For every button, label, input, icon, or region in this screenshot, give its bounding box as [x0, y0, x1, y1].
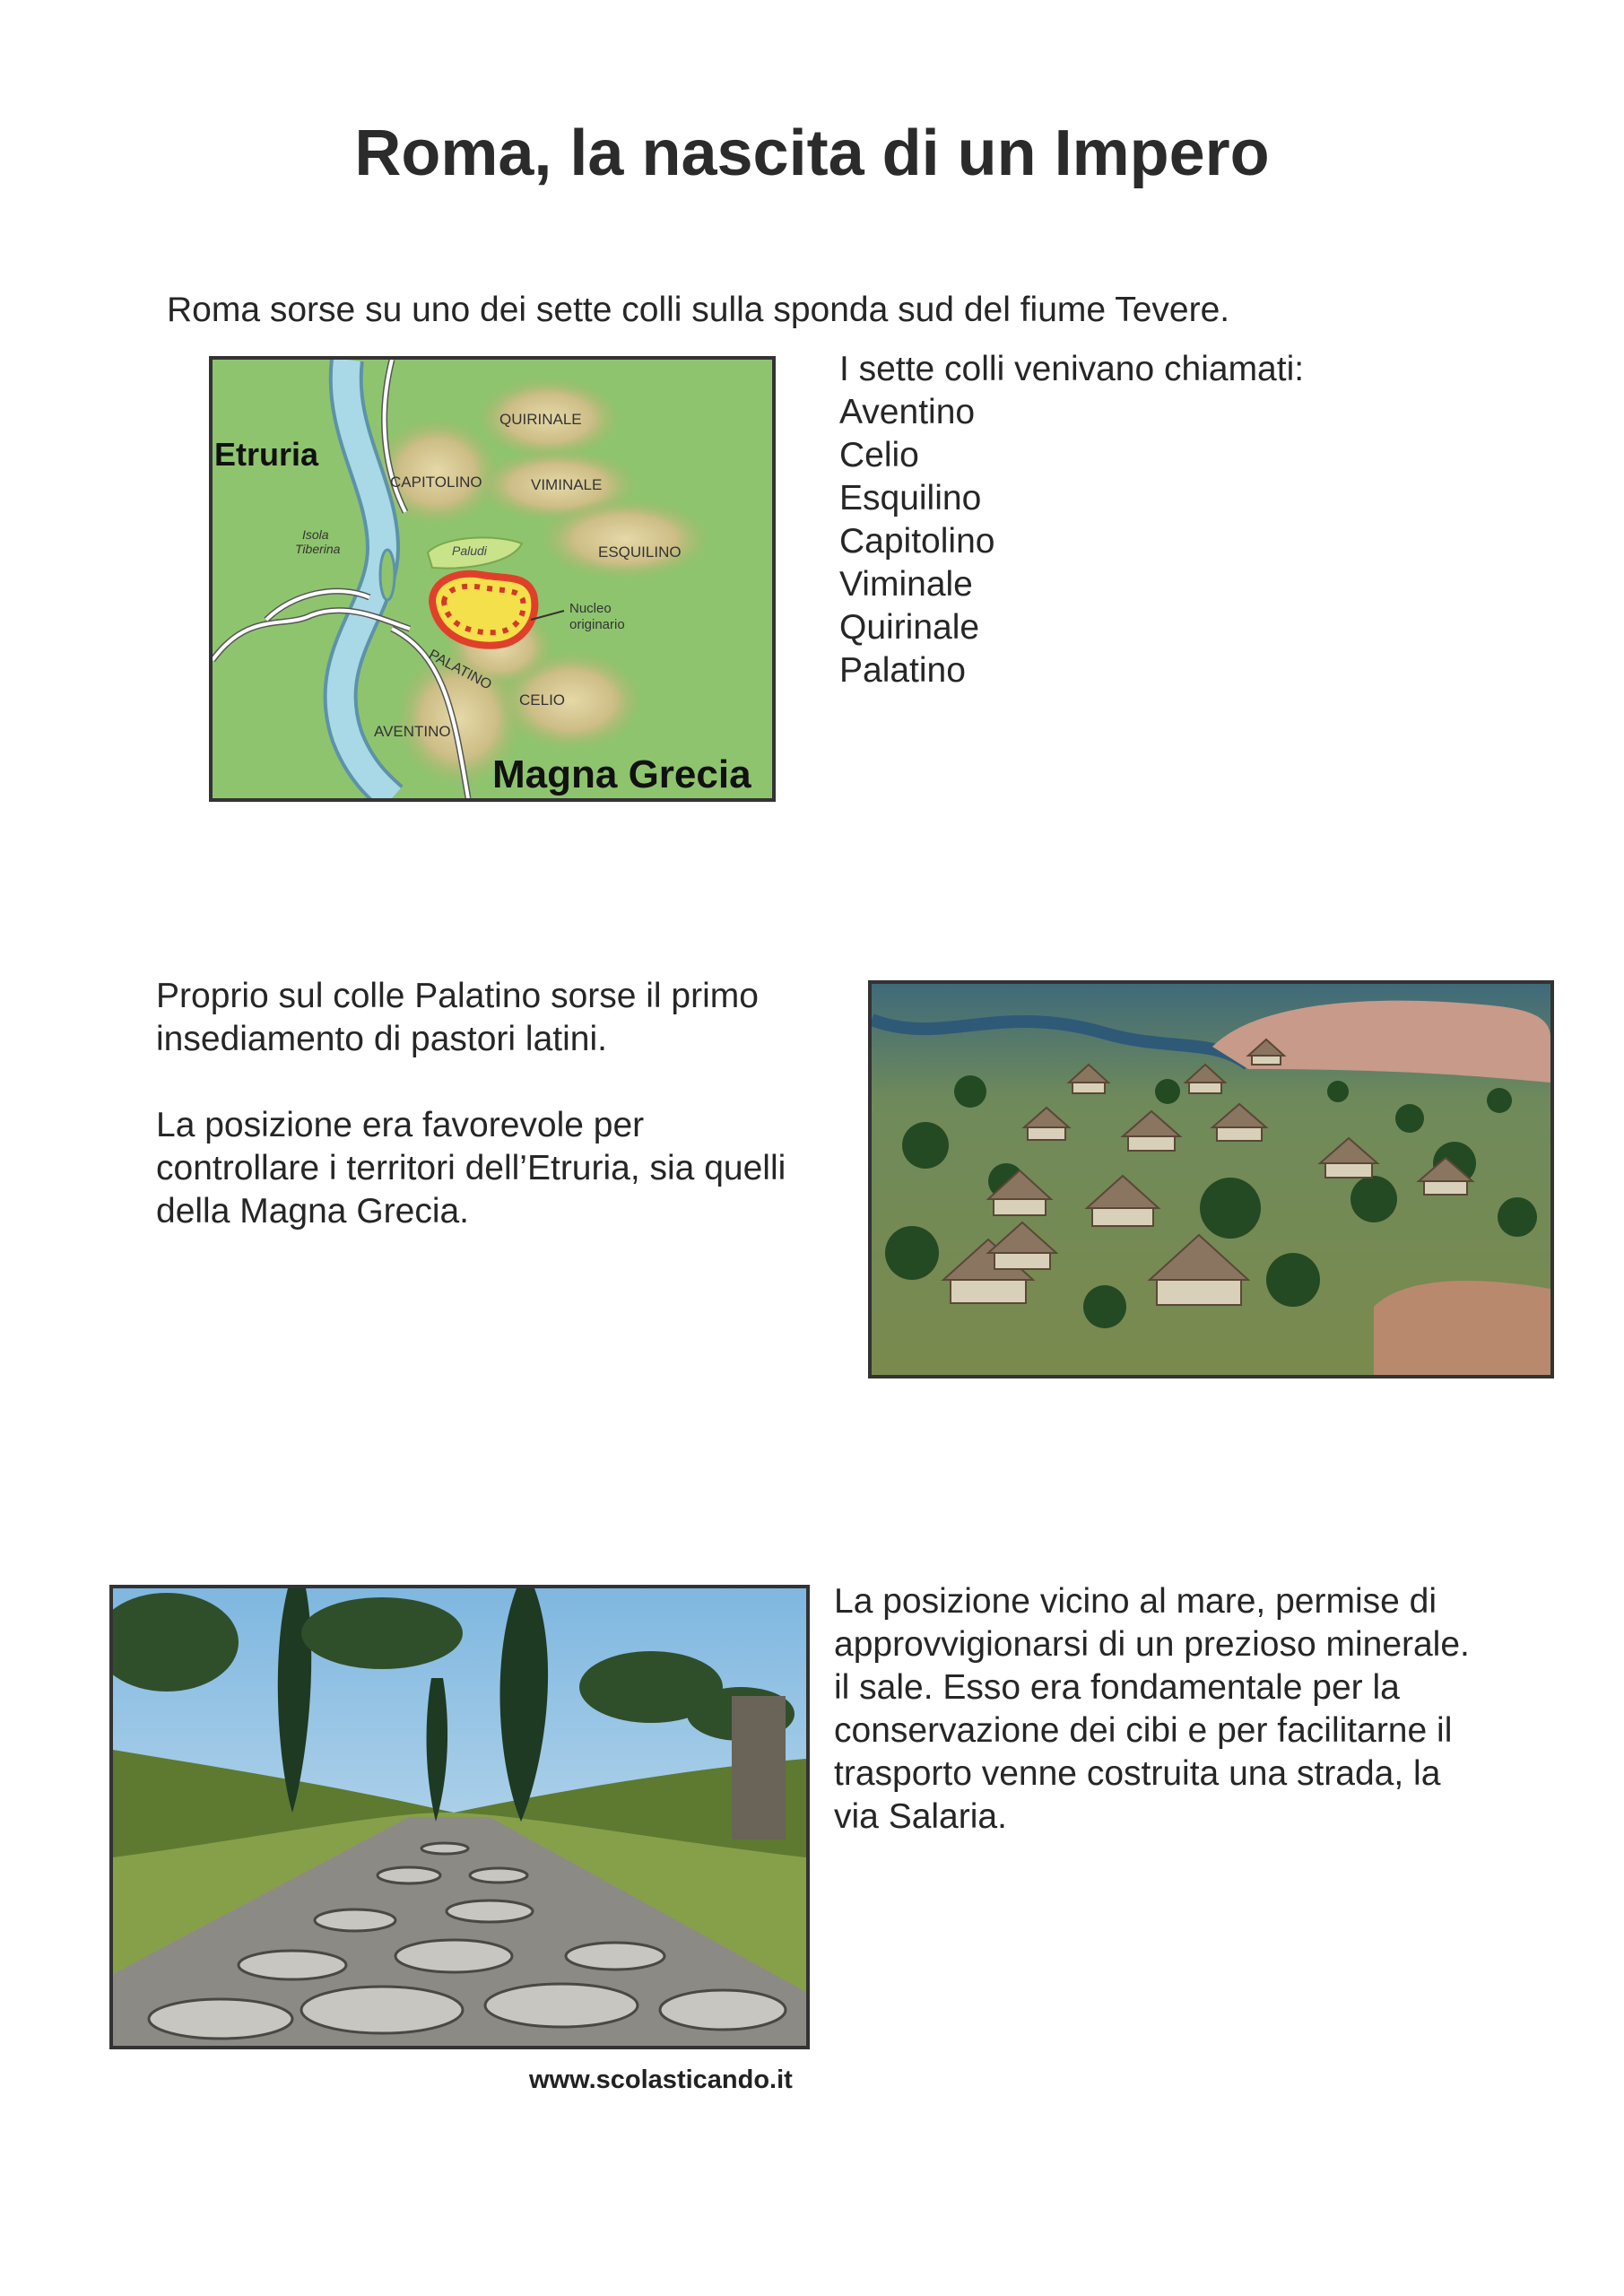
map-label-viminale: VIMINALE — [531, 476, 603, 493]
hill-item: Celio — [839, 436, 919, 474]
map-label-paludi: Paludi — [452, 544, 487, 558]
map-label-etruria: Etruria — [214, 436, 319, 473]
text-line: La posizione vicino al mare, permise di — [834, 1582, 1437, 1621]
text-line: Proprio sul colle Palatino sorse il primo — [156, 977, 759, 1015]
map-label-isola-2: Tiberina — [295, 542, 341, 556]
text-line: approvvigionarsi di un prezioso minerale. — [834, 1625, 1470, 1664]
map-label-capitolino: CAPITOLINO — [390, 474, 482, 491]
village-illustration — [868, 980, 1554, 1378]
hill-item: Aventino — [839, 393, 976, 431]
text-line: La posizione era favorevole per — [156, 1106, 645, 1144]
hill-item: Esquilino — [839, 479, 982, 517]
map-label-esquilino: ESQUILINO — [598, 544, 682, 561]
text-line: via Salaria. — [834, 1797, 1007, 1836]
hill-item: Palatino — [839, 651, 966, 690]
hills-list — [839, 348, 1304, 692]
hill-item: Capitolino — [839, 522, 995, 561]
appian-road-photo — [109, 1585, 810, 2049]
map-label-celio: CELIO — [519, 691, 566, 709]
text-line: insediamento di pastori latini. — [156, 1020, 607, 1058]
intro-text: Roma sorse su uno dei sette colli sulla sponda sud del fiume Tevere. — [167, 291, 1230, 329]
text-line: conservazione dei cibi e per facilitarne il — [834, 1711, 1453, 1750]
map-label-nucleo-1: Nucleo — [569, 601, 612, 616]
text-line: trasporto venne costruita una strada, la — [834, 1754, 1441, 1793]
map-label-aventino: AVENTINO — [374, 723, 451, 740]
seven-hills-map — [209, 356, 776, 802]
page-title: Roma, la nascita di un Impero — [354, 117, 1270, 189]
map-label-palatino: PALATINO — [426, 647, 494, 693]
palatino-text — [156, 975, 786, 1233]
map-label-quirinale: QUIRINALE — [499, 411, 582, 428]
hills-heading: I sette colli venivano chiamati: — [839, 350, 1305, 388]
text-line: della Magna Grecia. — [156, 1192, 470, 1231]
salt-text — [834, 1580, 1470, 1839]
footer-website: www.scolasticando.it — [529, 2066, 793, 2094]
text-line: controllare i territori dell’Etruria, sia quelli — [156, 1149, 786, 1187]
map-label-magna-grecia: Magna Grecia — [492, 752, 751, 796]
map-label-nucleo-2: originario — [569, 617, 625, 632]
hill-item: Viminale — [839, 565, 973, 604]
map-label-isola-1: Isola — [302, 527, 329, 542]
text-line: il sale. Esso era fondamentale per la — [834, 1668, 1400, 1707]
hill-item: Quirinale — [839, 608, 980, 647]
